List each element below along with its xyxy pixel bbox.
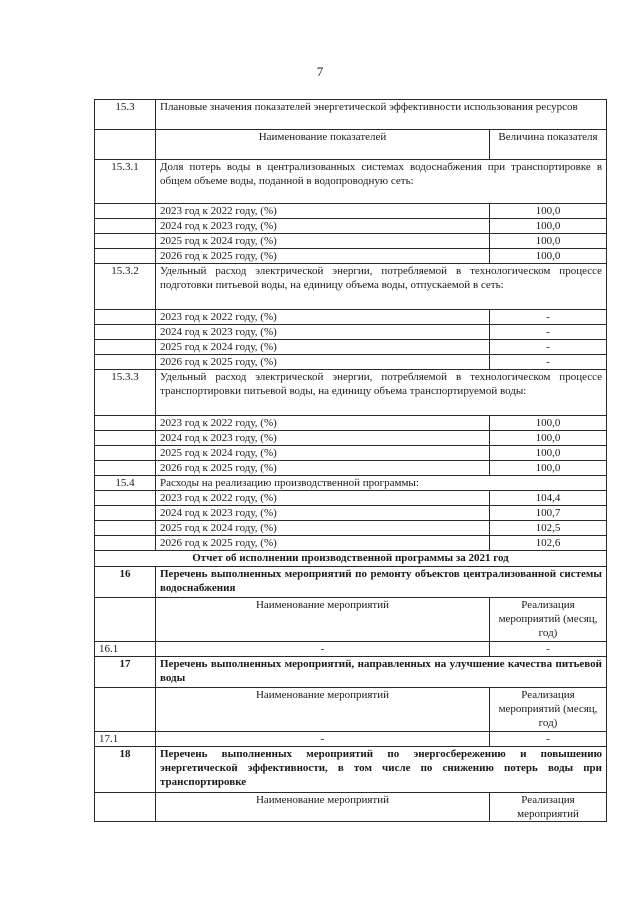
table-row — [95, 219, 607, 234]
row-heading: Доля потерь воды в централизованных системах водоснабжения при транспортировке в общем объеме воды, поданной в водопроводную сеть: — [156, 160, 607, 204]
empty-cell — [95, 536, 156, 551]
table-row — [95, 688, 607, 732]
table-row — [95, 793, 607, 822]
empty-cell — [95, 249, 156, 264]
item-label: 2024 год к 2023 году, (%) — [156, 325, 490, 340]
item-label: 2025 год к 2024 году, (%) — [156, 340, 490, 355]
row-number: 15.3.2 — [95, 264, 156, 310]
table-row — [95, 642, 607, 657]
row-number: 15.3.3 — [95, 370, 156, 416]
table-row — [95, 747, 607, 793]
item-label: 2024 год к 2023 году, (%) — [156, 431, 490, 446]
empty-cell — [95, 431, 156, 446]
item-value: - — [490, 310, 607, 325]
table-row — [95, 551, 607, 567]
item-value: - — [490, 355, 607, 370]
row-number: 18 — [95, 747, 156, 793]
table-row — [95, 657, 607, 688]
item-label: 2024 год к 2023 году, (%) — [156, 506, 490, 521]
item-label: - — [156, 642, 490, 657]
section-title: Отчет об исполнении производственной программы за 2021 год — [95, 551, 607, 567]
table-row — [95, 325, 607, 340]
table-row — [95, 461, 607, 476]
row-heading: Перечень выполненных мероприятий, направленных на улучшение качества питьевой воды — [156, 657, 607, 688]
item-label: 2026 год к 2025 году, (%) — [156, 355, 490, 370]
empty-cell — [95, 446, 156, 461]
table-row — [95, 204, 607, 219]
table-row — [95, 249, 607, 264]
table-row — [95, 446, 607, 461]
table-row — [95, 310, 607, 325]
empty-cell — [95, 325, 156, 340]
document-table — [94, 99, 607, 822]
table-row — [95, 416, 607, 431]
column-header-value: Реализация мероприятий — [490, 793, 607, 822]
table-row — [95, 160, 607, 204]
row-heading: Перечень выполненных мероприятий по энергосбережению и повышению энергетической эффективности, в том числе по снижению потерь воды при транспортировке — [156, 747, 607, 793]
row-number: 15.3.1 — [95, 160, 156, 204]
item-value: - — [490, 325, 607, 340]
row-heading: Перечень выполненных мероприятий по ремонту объектов централизованной системы водоснабжения — [156, 567, 607, 598]
empty-cell — [95, 310, 156, 325]
column-header-name: Наименование мероприятий — [156, 688, 490, 732]
column-header-name: Наименование мероприятий — [156, 793, 490, 822]
item-label: 2023 год к 2022 году, (%) — [156, 416, 490, 431]
empty-cell — [95, 688, 156, 732]
table-row — [95, 732, 607, 747]
item-label: 2025 год к 2024 году, (%) — [156, 521, 490, 536]
table-row — [95, 567, 607, 598]
item-value: 100,0 — [490, 416, 607, 431]
item-label: 2024 год к 2023 году, (%) — [156, 219, 490, 234]
row-number: 15.4 — [95, 476, 156, 491]
table-row — [95, 100, 607, 130]
table-row — [95, 340, 607, 355]
item-label: - — [156, 732, 490, 747]
row-number: 15.3 — [95, 100, 156, 130]
row-heading: Расходы на реализацию производственной программы: — [156, 476, 607, 491]
row-heading: Плановые значения показателей энергетической эффективности использования ресурсов — [156, 100, 607, 130]
item-value: - — [490, 340, 607, 355]
empty-cell — [95, 598, 156, 642]
item-value: 100,0 — [490, 431, 607, 446]
row-number: 16 — [95, 567, 156, 598]
item-label: 2023 год к 2022 году, (%) — [156, 204, 490, 219]
row-number: 17 — [95, 657, 156, 688]
item-value: 100,0 — [490, 234, 607, 249]
empty-cell — [95, 491, 156, 506]
row-number: 17.1 — [95, 732, 156, 747]
empty-cell — [95, 461, 156, 476]
table-row — [95, 370, 607, 416]
item-label: 2023 год к 2022 году, (%) — [156, 491, 490, 506]
empty-cell — [95, 130, 156, 160]
table-row — [95, 536, 607, 551]
column-header-value: Величина показателя — [490, 130, 607, 160]
column-header-name: Наименование мероприятий — [156, 598, 490, 642]
table-row — [95, 491, 607, 506]
table-row — [95, 476, 607, 491]
empty-cell — [95, 355, 156, 370]
item-label: 2026 год к 2025 году, (%) — [156, 249, 490, 264]
table-row — [95, 521, 607, 536]
row-heading: Удельный расход электрической энергии, потребляемой в технологическом процессе транспортировки питьевой воды, на единицу объема транспортируемой воды: — [156, 370, 607, 416]
item-value: 100,0 — [490, 204, 607, 219]
page-number: 7 — [316, 64, 324, 79]
empty-cell — [95, 219, 156, 234]
item-label: 2025 год к 2024 году, (%) — [156, 446, 490, 461]
table-row — [95, 598, 607, 642]
item-label: 2023 год к 2022 году, (%) — [156, 310, 490, 325]
column-header-name: Наименование показателей — [156, 130, 490, 160]
item-value: - — [490, 732, 607, 747]
item-label: 2026 год к 2025 году, (%) — [156, 461, 490, 476]
table-row — [95, 355, 607, 370]
row-heading: Удельный расход электрической энергии, потребляемой в технологическом процессе подготовки питьевой воды, на единицу объема воды, отпускаемой в сеть: — [156, 264, 607, 310]
item-label: 2026 год к 2025 году, (%) — [156, 536, 490, 551]
empty-cell — [95, 793, 156, 822]
empty-cell — [95, 521, 156, 536]
document-table-body — [95, 100, 607, 822]
item-value: 100,0 — [490, 219, 607, 234]
table-row — [95, 234, 607, 249]
empty-cell — [95, 506, 156, 521]
item-value: 102,6 — [490, 536, 607, 551]
item-value: 102,5 — [490, 521, 607, 536]
table-row — [95, 506, 607, 521]
item-value: - — [490, 642, 607, 657]
row-number: 16.1 — [95, 642, 156, 657]
empty-cell — [95, 234, 156, 249]
empty-cell — [95, 416, 156, 431]
item-value: 100,7 — [490, 506, 607, 521]
column-header-value: Реализация мероприятий (месяц, год) — [490, 598, 607, 642]
table-row — [95, 130, 607, 160]
item-value: 100,0 — [490, 249, 607, 264]
table-row — [95, 431, 607, 446]
item-value: 104,4 — [490, 491, 607, 506]
item-value: 100,0 — [490, 446, 607, 461]
empty-cell — [95, 340, 156, 355]
table-row — [95, 264, 607, 310]
column-header-value: Реализация мероприятий (месяц, год) — [490, 688, 607, 732]
item-label: 2025 год к 2024 году, (%) — [156, 234, 490, 249]
item-value: 100,0 — [490, 461, 607, 476]
empty-cell — [95, 204, 156, 219]
